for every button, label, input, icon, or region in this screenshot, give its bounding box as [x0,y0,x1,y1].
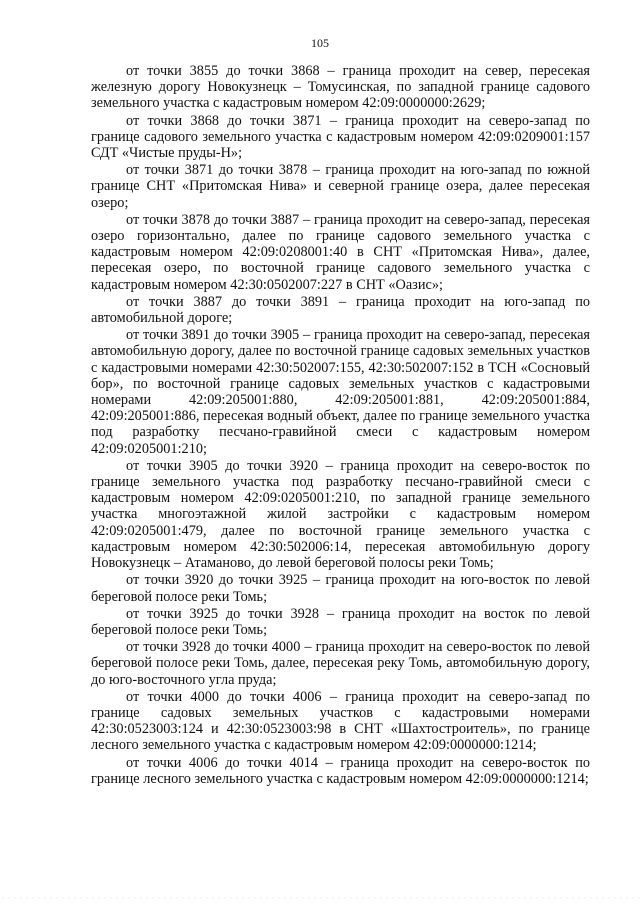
page-number: 105 [311,36,329,50]
boundary-paragraph: от точки 3887 до точки 3891 – граница проходит на юго-запад по автомобильной дороге; [91,293,590,327]
document-body [91,63,590,788]
boundary-paragraph: от точки 4006 до точки 4014 – граница проходит на северо-восток по границе лесного земельного участка с кадастровым номером 42:09:0000000:1214; [91,754,590,787]
boundary-paragraph: от точки 3871 до точки 3878 – граница проходит на юго-запад по южной границе СНТ «Притомская Нива» и северной границе озера, далее пересекая озеро; [91,162,590,211]
boundary-paragraph: от точки 3878 до точки 3887 – граница проходит на северо-запад, пересекая озеро горизонтально, далее по границе садового земельного участка с кадастровым номером 42:09:0208001:40 в СНТ «Притомская Нива», далее, пересекая озеро, по восточной границе садового земельного участка с кадастровым номером 42:30:0502007:227 в СНТ «Оазис»; [91,211,590,293]
boundary-paragraph: от точки 3855 до точки 3868 – граница проходит на север, пересекая железную дорогу Новокузнецк – Томусинская, по западной границе садового земельного участка с кадастровым номером 42:09:0000000:2629; [91,63,590,112]
boundary-paragraph: от точки 3891 до точки 3905 – граница проходит на северо-запад, пересекая автомобильную дорогу, далее по восточной границе садовых земельных участков с кадастровыми номерами 42:30:502007:155, 42:30:502007:152 в ТСН «Сосновый бор», по восточной границе садовых земельных участков с кадастровыми номерами 42:09:205001:880, 42:09:205001:881, 42:09:205001:884, 42:09:205001:886, пересекая водный объект, далее по границе земельного участка под разработку песчано-гравийной смеси с кадастровым номером 42:09:0205001:210; [91,327,590,457]
boundary-paragraph: от точки 4000 до точки 4006 – граница проходит на северо-запад по границе садовых земельных участков с кадастровыми номерами 42:30:0523003:124 и 42:30:0523003:98 в СНТ «Шахтостроитель», по границе лесного земельного участка с кадастровым номером 42:09:0000000:1214; [91,688,590,754]
boundary-paragraph: от точки 3868 до точки 3871 – граница проходит на северо-запад по границе садового земельного участка с кадастровым номером 42:09:0209001:157 СДТ «Чистые пруды-Н»; [91,112,590,162]
boundary-paragraph: от точки 3928 до точки 4000 – граница проходит на северо-восток по левой береговой полосе реки Томь, далее, пересекая реку Томь, автомобильную дорогу, до юго-восточного угла пруда; [91,639,590,688]
boundary-paragraph: от точки 3920 до точки 3925 – граница проходит на юго-восток по левой береговой полосе реки Томь; [91,572,590,605]
boundary-paragraph: от точки 3905 до точки 3920 – граница проходит на северо-восток по границе земельного участка под разработку песчано-гравийной смеси с кадастровым номером 42:09:0205001:210, по западной границе земельного участка многоэтажной жилой застройки с кадастровым номером 42:09:0205001:479, далее по восточной границе земельного участка с кадастровым номером 42:30:502006:14, пересекая автомобильную дорогу Новокузнецк – Атаманово, до левой береговой полосы реки Томь; [91,457,590,572]
boundary-paragraph: от точки 3925 до точки 3928 – граница проходит на восток по левой береговой полосе реки Томь; [91,605,590,638]
scan-edge-artifact [0,897,640,899]
